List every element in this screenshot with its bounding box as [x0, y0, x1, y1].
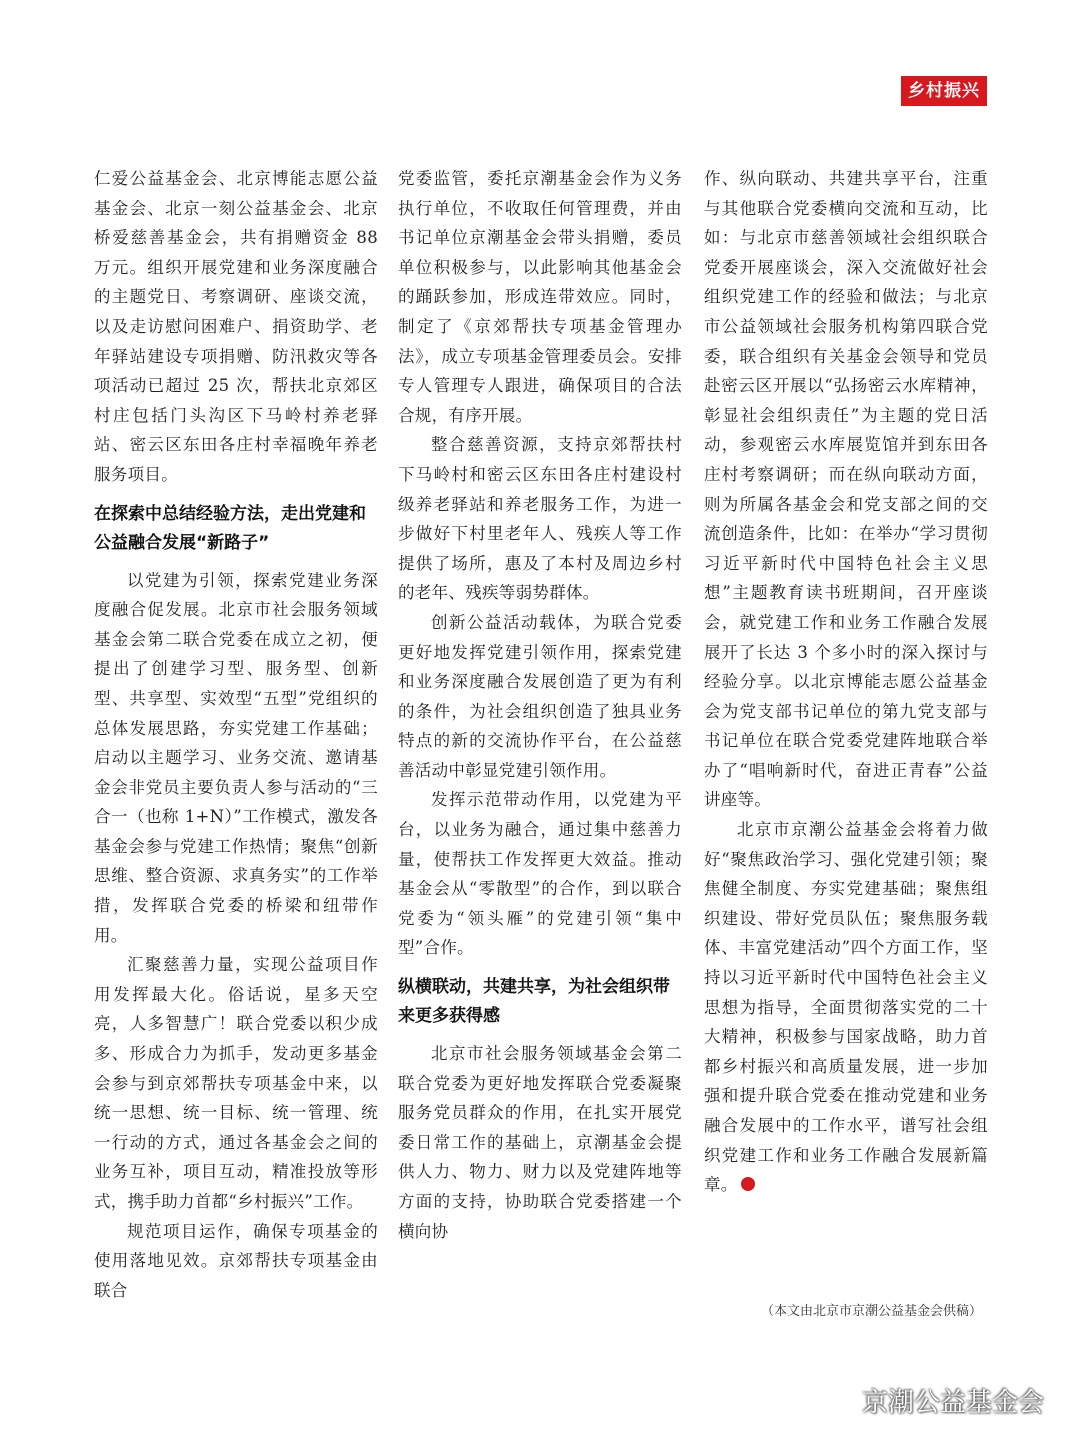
paragraph: 以党建为引领，探索党建业务深度融合促发展。北京市社会服务领域基金会第二联合党委在成立之初，便提出了创建学习型、服务型、创新型、共享型、实效型“五型”党组织的总体发展思路，夯实党建工作基础；启动以主题学习、业务交流、邀请基金会非党员主要负责人参与活动的“三合一（也称 1+N）”工作模式，激发各基金会参与党建工作热情；聚焦“创新思维、整合资源、求真务实”的工作举措，发挥联合党委的桥梁和纽带作用。 — [94, 570, 378, 945]
end-mark-icon — [741, 1177, 755, 1191]
section-tag: 乡村振兴 — [901, 76, 987, 106]
paragraph: 仁爱公益基金会、北京博能志愿公益基金会、北京一刻公益基金会、北京桥爱慈善基金会，共有捐赠资金 88 万元。组织开展党建和业务深度融合的主题党日、考察调研、座谈交流，以及走访慰问困难户、捐资助学、老年驿站建设专项捐赠、防汛救灾等各项活动已超过 25 次，帮扶北京郊区村庄包括门头沟区下马岭村养老驿站、密云区东田各庄村幸福晚年养老服务项目。 — [94, 169, 378, 484]
paragraph-final — [704, 815, 988, 1200]
column-3 — [704, 164, 988, 1200]
paragraph: 创新公益活动载体，为联合党委更好地发挥党建引领作用，探索党建和业务深度融合发展创造了更为有利的条件，为社会组织创造了独具业务特点的新的交流协作平台，在公益慈善活动中彰显党建引领作用。 — [398, 612, 682, 780]
column-2 — [398, 164, 682, 1246]
article-credit: （本文由北京市京潮公益基金会供稿） — [760, 1304, 982, 1319]
paragraph: 规范项目运作，确保专项基金的使用落地见效。京郊帮扶专项基金由联合 — [94, 1221, 378, 1300]
section-heading: 纵横联动，共建共享，为社会组织带来更多获得感 — [398, 977, 670, 1027]
paragraph: 汇聚慈善力量，实现公益项目作用发挥最大化。俗话说，星多天空亮，人多智慧广！联合党委以积少成多、形成合力为抓手，发动更多基金会参与到京郊帮扶专项基金中来，以统一思想、统一目标、统一管理、统一行动的方式，通过各基金会之间的业务互补，项目互动，精准投放等形式，携手助力首都“乡村振兴”工作。 — [94, 955, 378, 1211]
paragraph: 党委监管，委托京潮基金会作为义务执行单位，不收取任何管理费，并由书记单位京潮基金会带头捐赠，委员单位积极参与，以此影响其他基金会的踊跃参加，形成连带效应。同时，制定了《京郊帮扶专项基金管理办法》，成立专项基金管理委员会。安排专人管理专人跟进，确保项目的合法合规，有序开展。 — [398, 169, 682, 425]
paragraph: 整合慈善资源，支持京郊帮扶村下马岭村和密云区东田各庄村建设村级养老驿站和养老服务工作，为进一步做好下村里老年人、残疾人等工作提供了场所，惠及了本村及周边乡村的老年、残疾等弱势群体。 — [398, 435, 682, 603]
watermark — [816, 1382, 1044, 1419]
wechat-icon — [816, 1386, 852, 1416]
watermark-text: 京潮公益基金会 — [861, 1388, 1044, 1418]
paragraph: 发挥示范带动作用，以党建为平台，以业务为融合，通过集中慈善力量，使帮扶工作发挥更大效益。推动基金会从“零散型”的合作，到以联合党委为“领头雁”的党建引领“集中型”合作。 — [398, 790, 682, 958]
paragraph: 作、纵向联动、共建共享平台，注重与其他联合党委横向交流和互动，比如：与北京市慈善领域社会组织联合党委开展座谈会，深入交流做好社会组织党建工作的经验和做法；与北京市公益领域社会服务机构第四联合党委，联合组织有关基金会领导和党员赴密云区开展以“弘扬密云水库精神，彰显社会组织责任”为主题的党日活动，参观密云水库展览馆并到东田各庄村考察调研；而在纵向联动方面，则为所属各基金会和党支部之间的交流创造条件，比如：在举办“学习贯彻习近平新时代中国特色社会主义思想”主题教育读书班期间，召开座谈会，就党建工作和业务工作融合发展展开了长达 3 个多小时的深入探讨与经验分享。以北京博能志愿公益基金会为党支部书记单位的第九党支部与书记单位在联合党委党建阵地联合举办了“唱响新时代，奋进正青春”公益讲座等。 — [704, 169, 988, 810]
paragraph: 北京市社会服务领域基金会第二联合党委为更好地发挥联合党委凝聚服务党员群众的作用，在扎实开展党委日常工作的基础上，京潮基金会提供人力、物力、财力以及党建阵地等方面的支持，协助联合党委搭建一个横向协 — [398, 1044, 682, 1241]
paragraph-text: 北京市京潮公益基金会将着力做好“聚焦政治学习、强化党建引领；聚焦健全制度、夯实党建基础；聚焦组织建设、带好党员队伍；聚焦服务载体、丰富党建活动”四个方面工作，坚持以习近平新时代中国特色社会主义思想为指导，全面贯彻落实党的二十大精神，积极参与国家战略，助力首都乡村振兴和高质量发展，进一步加强和提升联合党委在推动党建和业务融合发展中的工作水平，谱写社会组织党建工作和业务工作融合发展新篇章。 — [704, 820, 988, 1195]
column-1 — [94, 164, 378, 1305]
section-heading: 在探索中总结经验方法，走出党建和公益融合发展“新路子” — [94, 503, 366, 553]
